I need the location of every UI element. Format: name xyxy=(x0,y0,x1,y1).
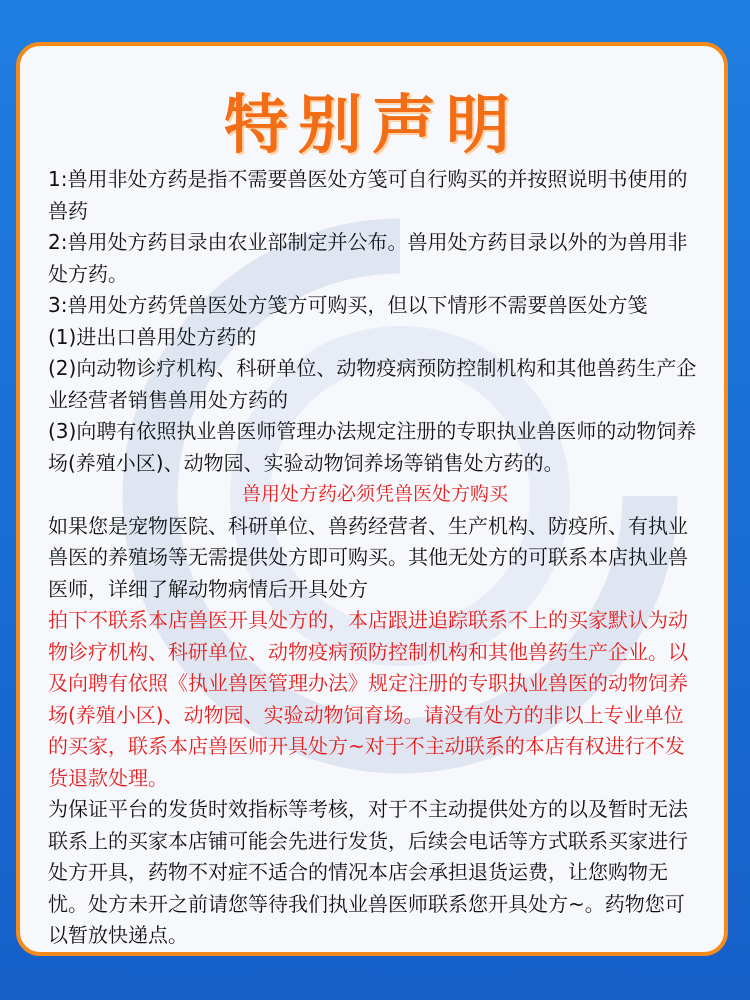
shipping-policy-paragraph: 为保证平台的发货时效指标等考核，对于不主动提供处方的以及暂时无法联系上的买家本店铺可能会先进行发货，后续会电话等方式联系买家进行处方开具，药物不对症不适合的情况本店会承担退货运费，让您购物无忧。处方未开之前请您等待我们执业兽医师联系您开具处方~。药物您可以暂放快递点。 xyxy=(48,797,688,947)
exception-1: (1)进出口兽用处方药的 xyxy=(48,324,257,349)
clause-3: 3:兽用处方药凭兽医处方笺方可购买，但以下情形不需要兽医处方笺 xyxy=(48,293,648,317)
clause-1: 1:兽用非处方药是指不需要兽医处方笺可自行购买的并按照说明书使用的兽药 xyxy=(48,167,688,223)
prescription-required-heading: 兽用处方药必须凭兽医处方购买 xyxy=(241,483,508,505)
page-title: 特别声明 xyxy=(224,89,520,163)
notice-card xyxy=(16,42,728,956)
exception-2: (2)向动物诊疗机构、科研单位、动物疫病预防控制机构和其他兽药生产企业经营者销售兽用处方药的 xyxy=(48,356,697,412)
notice-body xyxy=(48,164,702,952)
red-warning-paragraph: 拍下不联系本店兽医开具处方的，本店跟进追踪联系不上的买家默认为动物诊疗机构、科研单位、动物疫病预防控制机构和其他兽药生产企业。以及向聘有依照《执业兽医管理办法》规定注册的专职执业兽医的动物饲养场(养殖小区)、动物园、实验动物饲育场。请没有处方的非以上专业单位的买家，联系本店兽医师开具处方~对于不主动联系的本店有权进行不发货退款处理。 xyxy=(48,608,688,790)
exception-3: (3)向聘有依照执业兽医师管理办法规定注册的专职执业兽医师的动物饲养场(养殖小区)、动物园、实验动物饲养场等销售处方药的。 xyxy=(48,419,697,475)
clause-2: 2:兽用处方药目录由农业部制定并公布。兽用处方药目录以外的为兽用非处方药。 xyxy=(48,230,688,286)
no-prescription-note: 如果您是宠物医院、科研单位、兽药经营者、生产机构、防疫所、有执业兽医的养殖场等无需提供处方即可购买。其他无处方的可联系本店执业兽医师，详细了解动物病情后开具处方 xyxy=(48,513,688,601)
